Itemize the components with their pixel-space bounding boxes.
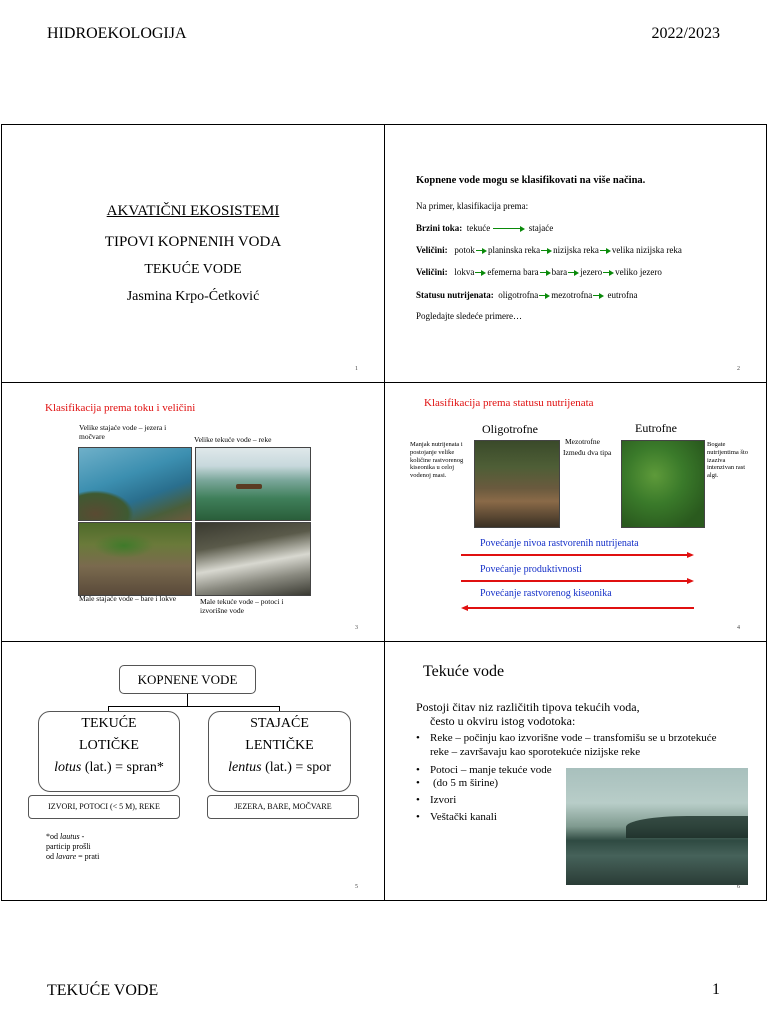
- arrow-right-icon: [687, 552, 694, 558]
- document-footer-title: TEKUĆE VODE: [47, 982, 159, 999]
- slide-number: 6: [737, 884, 740, 890]
- slide-number: 3: [355, 625, 358, 631]
- slide-2-outro: Pogledajte sledeće primere…: [416, 311, 522, 321]
- classification-row-size-flowing: Veličini: potok planinska reka nizijska reka velika nizijska reka: [416, 245, 682, 255]
- slide-1: [1, 124, 385, 383]
- slide-6-intro: Postoji čitav niz različitih tipova tekućih voda, često u okviru istog vodotoka:: [416, 700, 640, 729]
- trend-nutrients-label: Povećanje nivoa rastvorenih nutrijenata: [480, 538, 639, 549]
- lentic-node: STAJAĆE LENTIČKE lentus (lat.) = spor: [208, 711, 351, 792]
- arrow-left-icon: [461, 605, 468, 611]
- slide-4: [384, 382, 767, 642]
- slide-number: 5: [355, 884, 358, 890]
- slide-1-topic: TEKUĆE VODE: [144, 262, 242, 277]
- trend-oxygen-label: Povećanje rastvorenog kiseonika: [480, 588, 612, 599]
- arrow-icon: [593, 293, 604, 299]
- pond-photo: [78, 522, 192, 596]
- page-number: 1: [712, 981, 720, 998]
- arrow-icon: [476, 248, 487, 254]
- arrow-icon: [568, 270, 579, 276]
- classification-row-size-standing: Veličini: lokva efemerna bara bara jezero veliko jezero: [416, 267, 662, 277]
- lotic-examples: IZVORI, POTOCI (< 5 M), REKE: [28, 795, 180, 819]
- slide-6: [384, 641, 767, 901]
- slide-1-author: Jasmina Krpo-Ćetković: [126, 289, 260, 304]
- etymology-note: *od lautus - particip prošli od lavare = prati: [46, 832, 100, 861]
- lake-photo: [78, 447, 192, 521]
- trend-productivity-line: [461, 580, 687, 582]
- river-photo: [195, 447, 311, 521]
- classification-row-flow: Brzini toka: tekuće stajaće: [416, 223, 554, 233]
- oligotrophic-desc: Manjak nutrijenata i postojanje velike količine rastvorenog kiseonika u celoj vodenoj masi.: [410, 441, 464, 480]
- root-node: KOPNENE VODE: [119, 665, 256, 694]
- slide-1-subtitle: TIPOVI KOPNENIH VODA: [104, 234, 282, 250]
- arrow-icon: [603, 270, 614, 276]
- arrow-icon: [541, 248, 552, 254]
- caption-large-standing: Velike stajaće vode – jezera i močvare: [79, 423, 167, 441]
- slide-2-intro: Na primer, klasifikacija prema:: [416, 201, 529, 211]
- lentic-examples: JEZERA, BARE, MOČVARE: [207, 795, 359, 819]
- eutrophic-desc: Bogate nutrijentima što izaziva intenzivan rast algi.: [707, 441, 748, 480]
- lotic-node: TEKUĆE LOTIČKE lotus (lat.) = spran*: [38, 711, 180, 792]
- slide-2: [384, 124, 767, 383]
- list-item: • Izvori: [416, 794, 726, 808]
- slide-4-title: Klasifikacija prema statusu nutrijenata: [424, 397, 594, 409]
- list-item-continuation: • (do 5 m širine): [416, 777, 726, 791]
- slide-3: [1, 382, 385, 642]
- stream-photo: [195, 522, 311, 596]
- caption-small-standing: Male stajaće vode – bare i lokve: [79, 594, 177, 603]
- arrow-icon: [540, 270, 551, 276]
- misty-river-photo: [566, 768, 748, 885]
- caption-large-flowing: Velike tekuće vode – reke: [194, 435, 272, 444]
- slide-1-title: AKVATIČNI EKOSISTEMI: [106, 203, 280, 219]
- arrow-icon: [600, 248, 611, 254]
- list-item: • Reke – počinju kao izvorišne vode – transfomišu se u brzotekuće reke – završavaju kao sporotekuće nizijske reke: [416, 732, 726, 760]
- arrow-right-icon: [687, 578, 694, 584]
- connector: [108, 706, 280, 707]
- label-eutrophic: Eutrofne: [635, 421, 677, 435]
- trend-nutrients-line: [461, 554, 687, 556]
- arrow-icon: [539, 293, 550, 299]
- mesotrophic-desc: Između dva tipa: [563, 448, 612, 457]
- eutrophic-pond-photo: [621, 440, 705, 528]
- document-header-title: HIDROEKOLOGIJA: [47, 25, 187, 42]
- slide-3-title: Klasifikacija prema toku i veličini: [45, 402, 196, 414]
- slide-5: [1, 641, 385, 901]
- list-item: • Veštački kanali: [416, 811, 726, 825]
- slide-number: 4: [737, 625, 740, 631]
- slide-number: 1: [355, 366, 358, 372]
- oligotrophic-stream-photo: [474, 440, 560, 528]
- label-oligotrophic: Oligotrofne: [482, 422, 538, 436]
- caption-small-flowing: Male tekuće vode – potoci i izvorišne vode: [200, 597, 284, 615]
- list-item: • Potoci – manje tekuće vode: [416, 764, 726, 778]
- slide-2-heading: Kopnene vode mogu se klasifikovati na više načina.: [416, 175, 646, 186]
- slide-6-title: Tekuće vode: [423, 663, 505, 680]
- trend-oxygen-line: [468, 607, 694, 609]
- document-header-year: 2022/2023: [651, 25, 720, 42]
- label-mesotrophic: Mezotrofne: [565, 437, 600, 446]
- connector: [187, 694, 188, 706]
- slide-number: 2: [737, 366, 740, 372]
- classification-row-nutrients: Statusu nutrijenata: oligotrofna mezotrofna eutrofna: [416, 290, 638, 300]
- arrow-icon: [475, 270, 486, 276]
- arrow-icon: [493, 226, 525, 232]
- trend-productivity-label: Povećanje produktivnosti: [480, 564, 582, 575]
